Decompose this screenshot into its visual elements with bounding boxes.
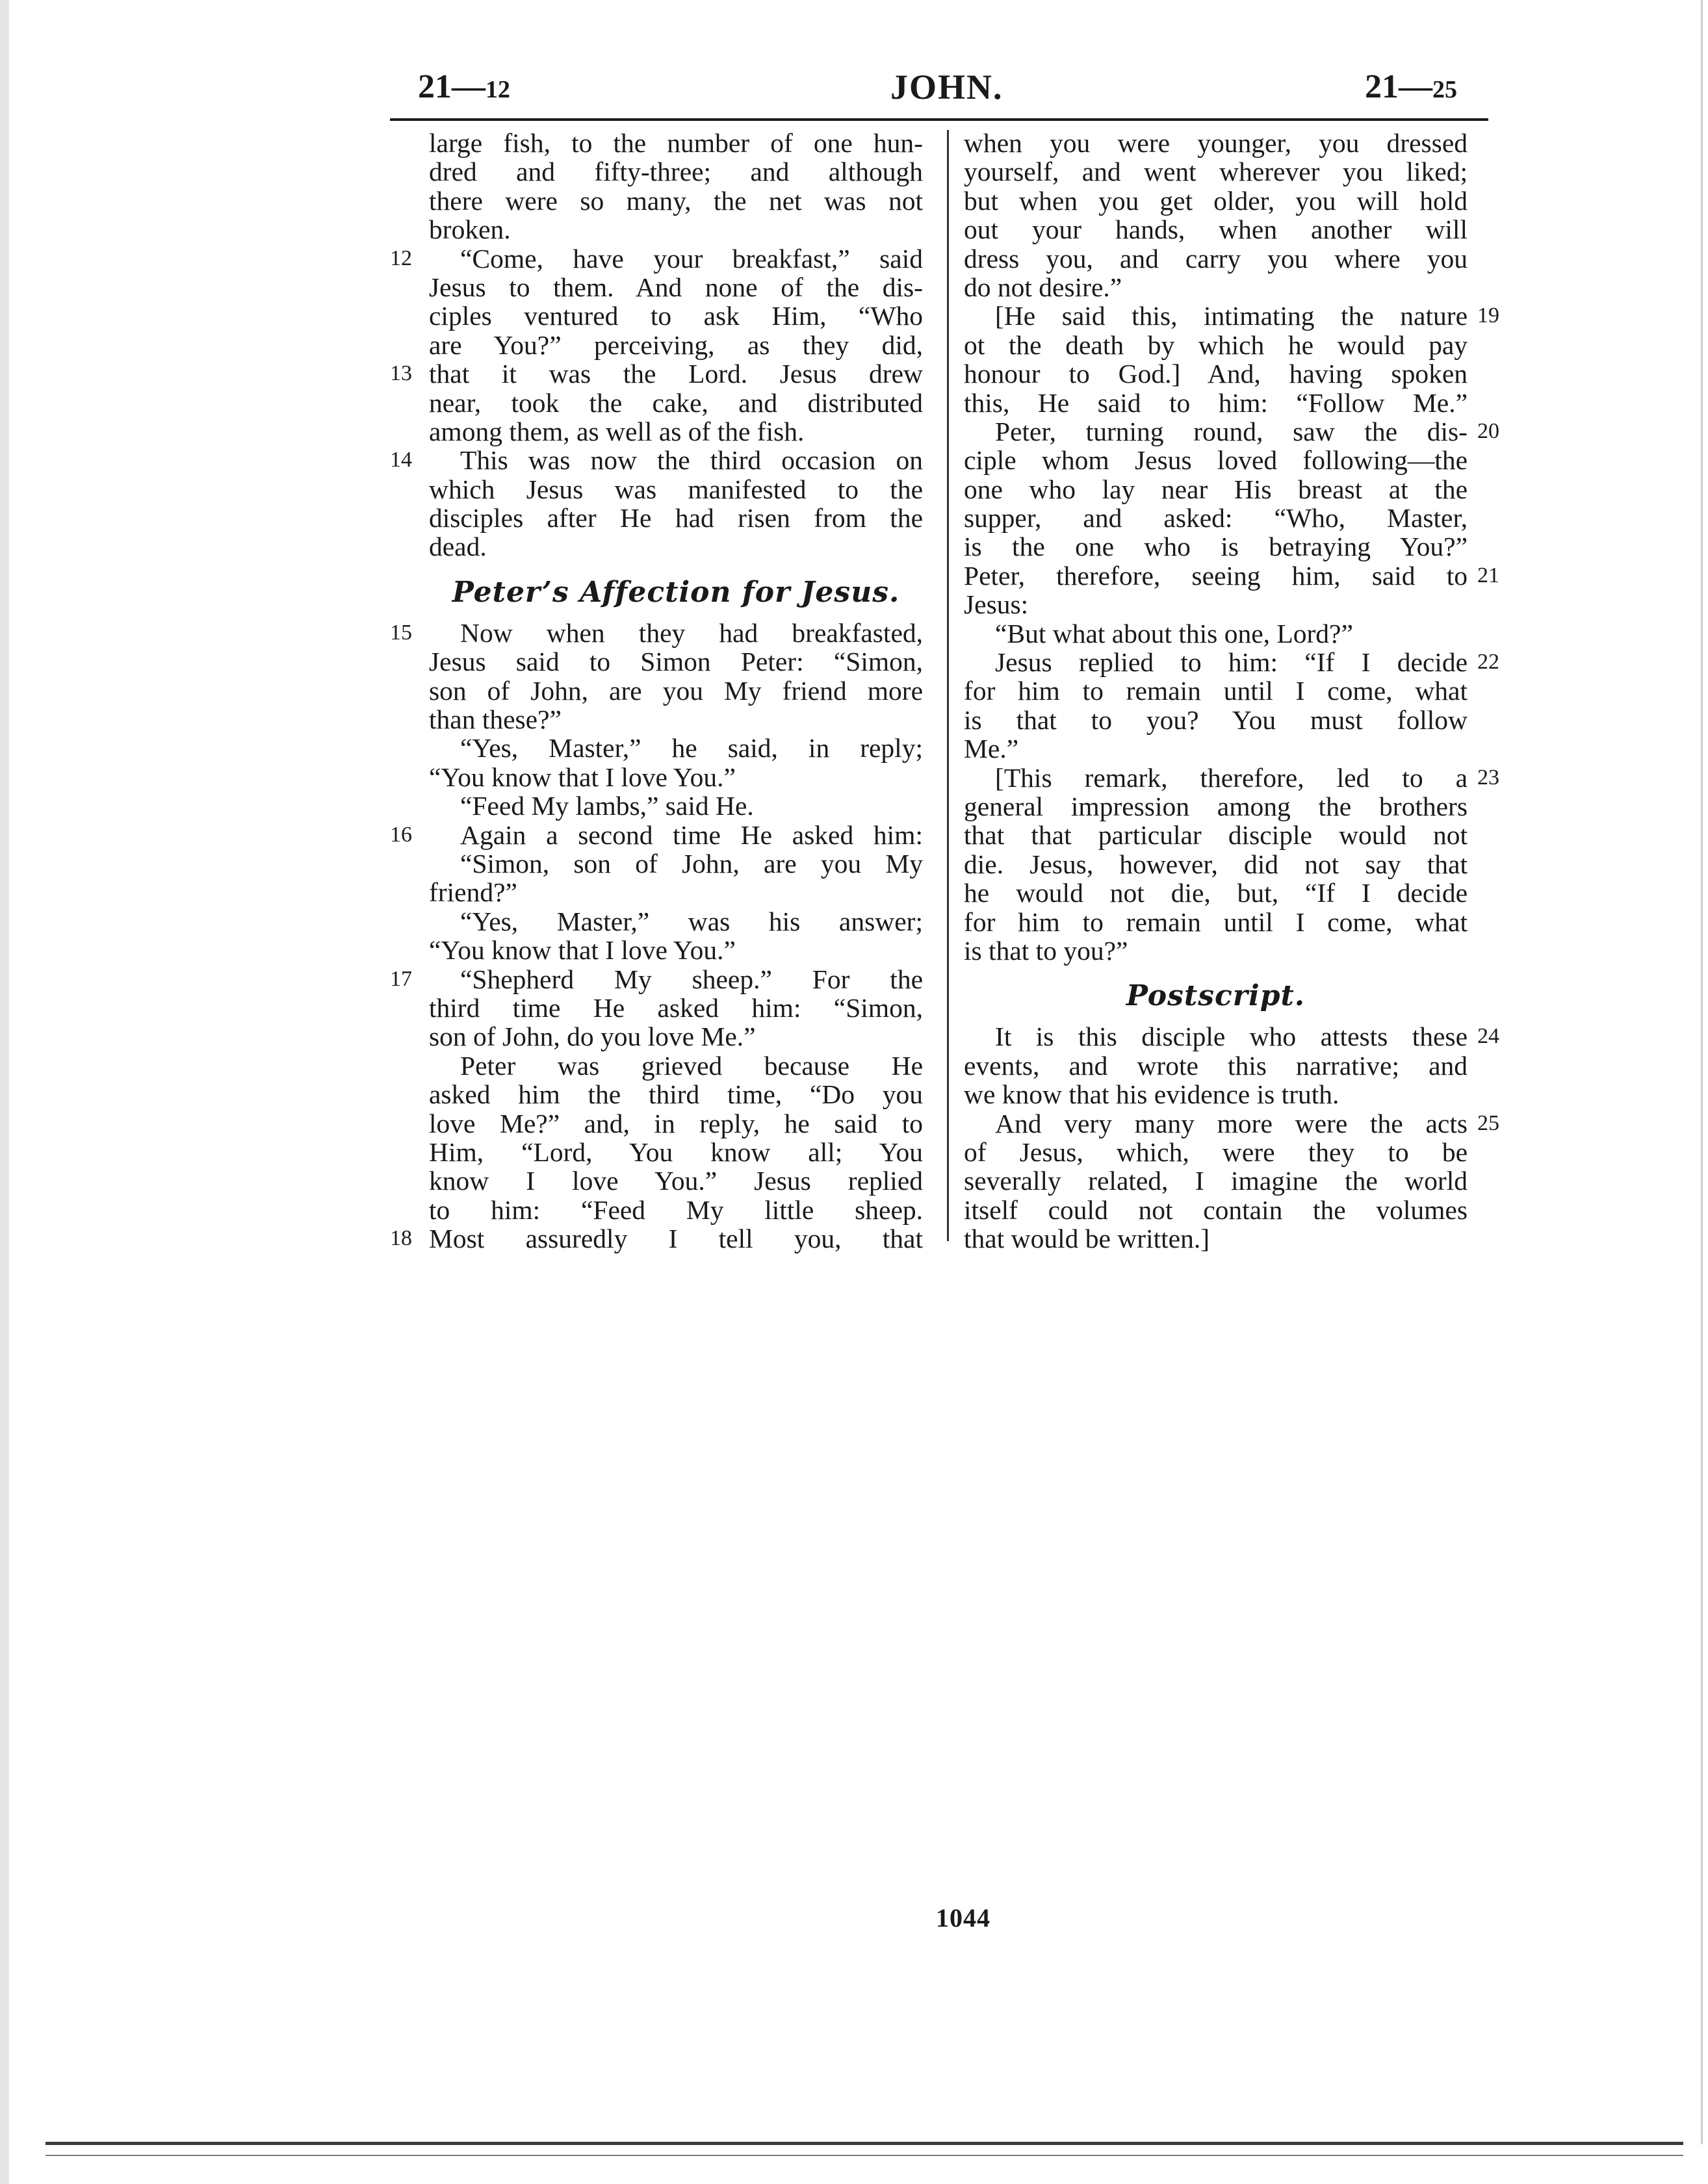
text-line: large fish, to the number of one hun- [429, 128, 923, 158]
text-line: know I love You.” Jesus replied [429, 1166, 923, 1196]
text-line: Jesus to them. And none of the dis- [429, 272, 923, 302]
text-line: love Me?” and, in reply, he said to [429, 1108, 923, 1138]
section-heading-postscript: Postscript. [1126, 979, 1306, 1013]
text-line: Peter, therefore, seeing him, said to 21 [964, 560, 1499, 591]
text-line: This was now the third occasion on 14 [390, 445, 923, 476]
scan-rule [45, 2142, 1683, 2145]
verse-number: 22 [1477, 650, 1499, 674]
running-head-right [1365, 68, 1457, 109]
right-text-block-1 [964, 128, 1499, 966]
text-line: Most assuredly I tell you, that 18 [390, 1224, 923, 1254]
verse-number: 17 [390, 966, 412, 991]
text-line: events, and wrote this narrative; and [964, 1050, 1468, 1081]
scan-rule-thin [45, 2155, 1683, 2156]
text-line: for him to remain until I come, what [964, 906, 1468, 937]
scan-edge [0, 0, 9, 2184]
verse-number: 15 [390, 620, 412, 645]
text-line: but when you get older, you will hold [964, 185, 1468, 216]
text-line: Peter was grieved because He [460, 1050, 923, 1081]
text-line: of Jesus, which, were they to be [964, 1137, 1468, 1167]
text-line: which Jesus was manifested to the [429, 474, 923, 504]
verse-number: 13 [390, 361, 412, 386]
book-title: JOHN. [890, 68, 1003, 107]
text-line: is the one who is betraying You?” [964, 532, 1468, 562]
text-line: yourself, and went wherever you liked; [964, 157, 1468, 187]
verse-number: 14 [390, 448, 412, 472]
text-line: general impression among the brothers [964, 791, 1468, 821]
verse-number: 16 [390, 822, 412, 847]
text-line: out your hands, when another will [964, 214, 1468, 245]
text-line: [He said this, intimating the nature 19 [995, 301, 1499, 331]
running-head-left [418, 68, 510, 109]
verse-number: 23 [1477, 765, 1499, 790]
head-left-chapter: 21— [418, 68, 485, 105]
text-line: supper, and asked: “Who, Master, [964, 503, 1468, 533]
text-line: Now when they had breakfasted, 15 [390, 617, 923, 648]
text-line: Jesus said to Simon Peter: “Simon, [429, 647, 923, 677]
text-line: that that particular disciple would not [964, 820, 1468, 851]
verse-number: 25 [1477, 1111, 1499, 1135]
text-line: dead. [429, 532, 487, 562]
header-rule [390, 118, 1488, 121]
text-line: are You?” perceiving, as they did, [429, 329, 923, 360]
left-column [390, 128, 923, 1254]
text-line: broken. [429, 214, 511, 245]
text-line: It is this disciple who attests these 24 [995, 1021, 1499, 1052]
text-line: “Shepherd My sheep.” For the 17 [390, 964, 923, 994]
text-line: disciples after He had risen from the [429, 503, 923, 533]
text-line: And very many more were the acts 25 [995, 1108, 1499, 1138]
text-line: “Yes, Master,” he said, in reply; [460, 733, 923, 764]
text-line: Jesus replied to him: “If I decide 22 [995, 647, 1499, 678]
text-line: “Feed My lambs,” said He. [460, 791, 754, 821]
text-line: Peter, turning round, saw the dis- 20 [995, 416, 1499, 446]
text-line: for him to remain until I come, what [964, 676, 1468, 706]
text-line: ciple whom Jesus loved following—the [964, 445, 1468, 476]
left-text-block-1 [390, 128, 923, 562]
text-line: there were so many, the net was not [429, 185, 923, 216]
text-line: than these?” [429, 704, 562, 735]
text-line: to him: “Feed My little sheep. [429, 1194, 923, 1225]
text-line: this, He said to him: “Follow Me.” [964, 387, 1468, 418]
text-line: asked him the third time, “Do you [429, 1079, 923, 1110]
left-text-block-2 [390, 617, 923, 1254]
text-line: die. Jesus, however, did not say that [964, 849, 1468, 879]
text-line: “Yes, Master,” was his answer; [460, 906, 923, 936]
text-line: Him, “Lord, You know all; You [429, 1137, 923, 1167]
text-line: ciples ventured to ask Him, “Who [429, 301, 923, 331]
text-line: Again a second time He asked him: 16 [390, 819, 923, 850]
text-line: do not desire.” [964, 272, 1122, 302]
text-line: son of John, do you love Me.” [429, 1021, 756, 1052]
head-right-verse: 25 [1432, 76, 1457, 103]
text-line: severally related, I imagine the world [964, 1166, 1468, 1196]
text-line: “But what about this one, Lord?” [995, 618, 1353, 649]
text-line: [This remark, therefore, led to a 23 [995, 762, 1499, 793]
text-line: ot the death by which he would pay [964, 329, 1468, 360]
text-line: that would be written.] [964, 1224, 1210, 1254]
text-line: that it was the Lord. Jesus drew 13 [390, 359, 923, 389]
text-line: dred and fifty-three; and although [429, 157, 923, 187]
verse-number: 12 [390, 246, 412, 270]
text-line: “Simon, son of John, are you My [460, 848, 923, 879]
verse-number: 18 [390, 1226, 412, 1251]
page-number: 1044 [936, 1903, 990, 1933]
text-line: third time He asked him: “Simon, [429, 992, 923, 1023]
text-line: honour to God.] And, having spoken [964, 359, 1468, 389]
text-line: Jesus: [964, 589, 1029, 620]
right-text-block-2 [964, 1021, 1499, 1254]
head-right-chapter: 21— [1365, 68, 1432, 105]
text-line: one who lay near His breast at the [964, 474, 1468, 504]
text-line: among them, as well as of the fish. [429, 416, 805, 446]
text-line: when you were younger, you dressed [964, 128, 1468, 158]
text-line: “You know that I love You.” [429, 762, 736, 792]
verse-number: 24 [1477, 1024, 1499, 1049]
text-line: friend?” [429, 877, 517, 908]
column-divider [947, 130, 949, 1241]
text-line: near, took the cake, and distributed [429, 387, 923, 418]
text-line: son of John, are you My friend more [429, 675, 923, 706]
verse-number: 19 [1477, 303, 1499, 328]
scan-edge-right [1701, 0, 1703, 2144]
text-line: Me.” [964, 734, 1019, 764]
right-column [964, 128, 1499, 1254]
verse-number: 21 [1477, 563, 1499, 587]
text-line: dress you, and carry you where you [964, 243, 1468, 274]
text-line: “Come, have your breakfast,” said 12 [390, 243, 923, 274]
text-line: itself could not contain the volumes [964, 1194, 1468, 1225]
head-left-verse: 12 [485, 76, 510, 103]
text-line: is that to you? You must follow [964, 704, 1468, 735]
section-heading: Peter’s Affection for Jesus. [452, 575, 900, 609]
text-line: he would not die, but, “If I decide [964, 878, 1468, 908]
text-line: is that to you?” [964, 935, 1128, 966]
text-line: we know that his evidence is truth. [964, 1079, 1339, 1110]
verse-number: 20 [1477, 418, 1499, 443]
text-line: “You know that I love You.” [429, 935, 736, 966]
